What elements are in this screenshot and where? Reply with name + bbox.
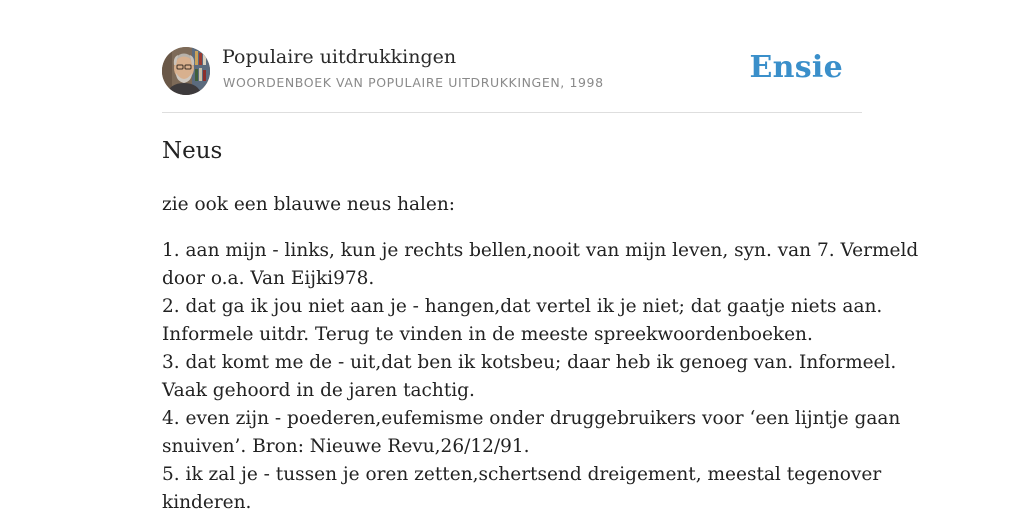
entry-intro: zie ook een blauwe neus halen:: [162, 194, 456, 215]
definition-line: 1. aan mijn - links, kun je rechts bellen,nooit van mijn leven, syn. van 7. Vermeld: [162, 240, 919, 261]
entry-title: Neus: [162, 138, 223, 164]
definition-item: [162, 349, 897, 405]
author-portrait-icon[interactable]: [162, 47, 210, 95]
definition-line: Informele uitdr. Terug te vinden in de meeste spreekwoordenboeken.: [162, 324, 813, 345]
definition-line: 5. ik zal je - tussen je oren zetten,schertsend dreigement, meestal tegenover: [162, 464, 882, 485]
definition-line: 2. dat ga ik jou niet aan je - hangen,dat vertel ik je niet; dat gaatje niets aan.: [162, 296, 883, 317]
definition-line: 4. even zijn - poederen,eufemisme onder druggebruikers voor ‘een lijntje gaan: [162, 408, 901, 429]
definition-line: door o.a. Van Eijki978.: [162, 268, 375, 289]
source-title-link[interactable]: Populaire uitdrukkingen: [222, 46, 457, 68]
entry-page: [162, 0, 919, 513]
definition-line: snuiven’. Bron: Nieuwe Revu,26/12/91.: [162, 436, 530, 457]
definition-item: [162, 461, 882, 517]
definition-line: 3. dat komt me de - uit,dat ben ik kotsbeu; daar heb ik genoeg van. Informeel.: [162, 352, 897, 373]
source-subtitle: WOORDENBOEK VAN POPULAIRE UITDRUKKINGEN, 1998: [223, 75, 604, 90]
definition-item: [162, 237, 919, 293]
definition-item: [162, 293, 883, 349]
definition-line: kinderen.: [162, 492, 252, 513]
ensie-logo[interactable]: Ensie: [749, 50, 843, 85]
definition-line: Vaak gehoord in de jaren tachtig.: [162, 380, 475, 401]
definition-item: [162, 405, 901, 461]
source-header: [162, 0, 862, 113]
definition-list: [162, 237, 919, 517]
